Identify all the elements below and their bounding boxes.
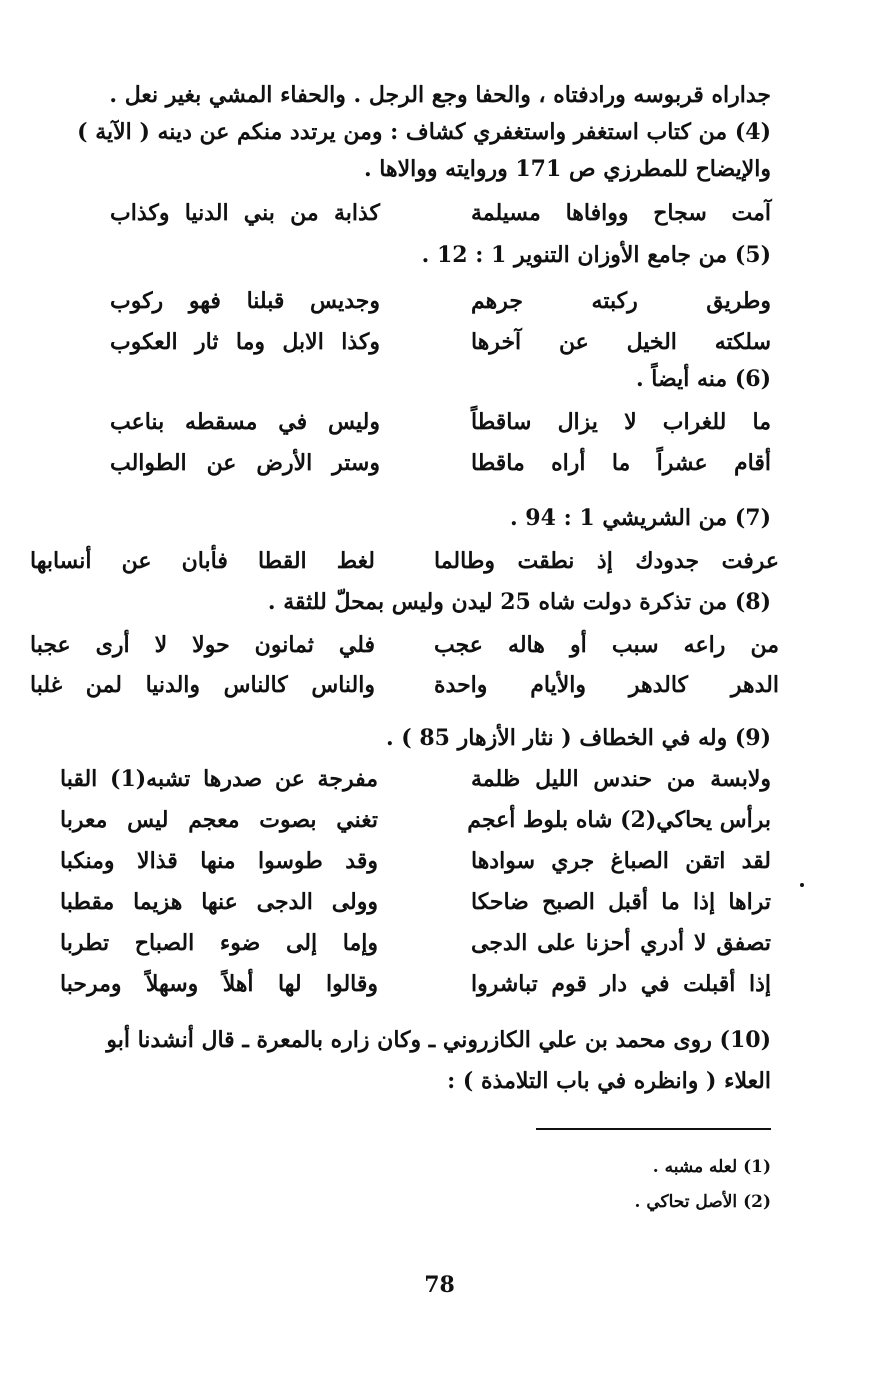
verse-left: وقد طوسوا منها قذالا ومنكبا [60, 848, 378, 874]
verse-left: وجديس قبلنا فهو ركوب [110, 288, 380, 314]
verse-right: أقام عشراً ما أراه ماقطا [471, 450, 771, 476]
verse-right: سلكته الخيل عن آخرها [471, 329, 771, 355]
footnote: (2) الأصل تحاكي . [634, 1192, 771, 1212]
verse-right: برأس يحاكي(2) شاه بلوط أعجم [467, 807, 771, 833]
verse-left: لغط القطا فأبان عن أنسابها [30, 548, 375, 574]
footnote: (1) لعله مشبه . [652, 1157, 771, 1177]
verse-right: عرفت جدودك إذ نطقت وطالما [434, 548, 779, 574]
verse-left: وإما إلى ضوء الصباح تطربا [60, 930, 378, 956]
verse-left: والناس كالناس والدنيا لمن غلبا [30, 672, 375, 698]
verse-left: فلي ثمانون حولا لا أرى عجبا [30, 632, 375, 658]
verse-right: تصفق لا أدري أحزنا على الدجى [471, 930, 771, 956]
prose-line: جداراه قربوسه ورادفتاه ، والحفا وجع الرجل . والحفاء المشي بغير نعل . [109, 82, 771, 108]
verse-left: مفرجة عن صدرها تشبه(1) القبا [60, 766, 379, 792]
verse-left: وولى الدجى عنها هزيما مقطبا [60, 889, 378, 915]
note-7-line: (7) من الشريشي 1 : 94 . [509, 505, 771, 531]
verse-right: ما للغراب لا يزال ساقطاً [471, 409, 771, 435]
note-5-line: (5) من جامع الأوزان التنوير 1 : 12 . [421, 242, 771, 268]
verse-left: تغني بصوت معجم ليس معربا [60, 807, 378, 833]
verse-right: تراها إذا ما أقبل الصبح ضاحكا [471, 889, 771, 915]
footnote-separator [536, 1128, 771, 1130]
note-9-line: (9) وله في الخطاف ( نثار الأزهار 85 ) . [385, 725, 771, 751]
note-10-line-cont: العلاء ( وانظره في باب التلامذة ) : [447, 1068, 771, 1094]
verse-right: آمت سجاح ووافاها مسيلمة [471, 200, 771, 226]
verse-right: لقد اتقن الصباغ جري سوادها [471, 848, 771, 874]
note-10-line: (10) روى محمد بن علي الكازروني ـ وكان زاره بالمعرة ـ قال أنشدنا أبو [106, 1027, 771, 1053]
note-6-line: (6) منه أيضاً . [635, 366, 771, 392]
verse-right: الدهر كالدهر والأيام واحدة [434, 672, 779, 698]
stray-mark [800, 883, 804, 887]
verse-left: وقالوا لها أهلاً وسهلاً ومرحبا [60, 971, 378, 997]
verse-right: إذا أقبلت في دار قوم تباشروا [471, 971, 771, 997]
verse-left: وليس في مسقطه بناعب [110, 409, 380, 435]
verse-left: وستر الأرض عن الطوالب [110, 450, 380, 476]
note-8-line: (8) من تذكرة دولت شاه 25 ليدن وليس بمحلّ للثقة . [267, 589, 771, 615]
verse-right: من راعه سبب أو هاله عجب [434, 632, 779, 658]
prose-line: والإيضاح للمطرزي ص 171 وروايته ووالاها . [363, 156, 771, 182]
page-number: 78 [424, 1272, 455, 1298]
note-4-line: (4) من كتاب استغفر واستغفري كشاف : ومن يرتدد منكم عن دينه ( الآية ) [77, 119, 771, 145]
verse-left: كذابة من بني الدنيا وكذاب [110, 200, 380, 226]
verse-right: وطريق ركبته جرهم [471, 288, 771, 314]
verse-right: ولابسة من حندس الليل ظلمة [471, 766, 771, 792]
verse-left: وكذا الابل وما ثار العكوب [110, 329, 380, 355]
